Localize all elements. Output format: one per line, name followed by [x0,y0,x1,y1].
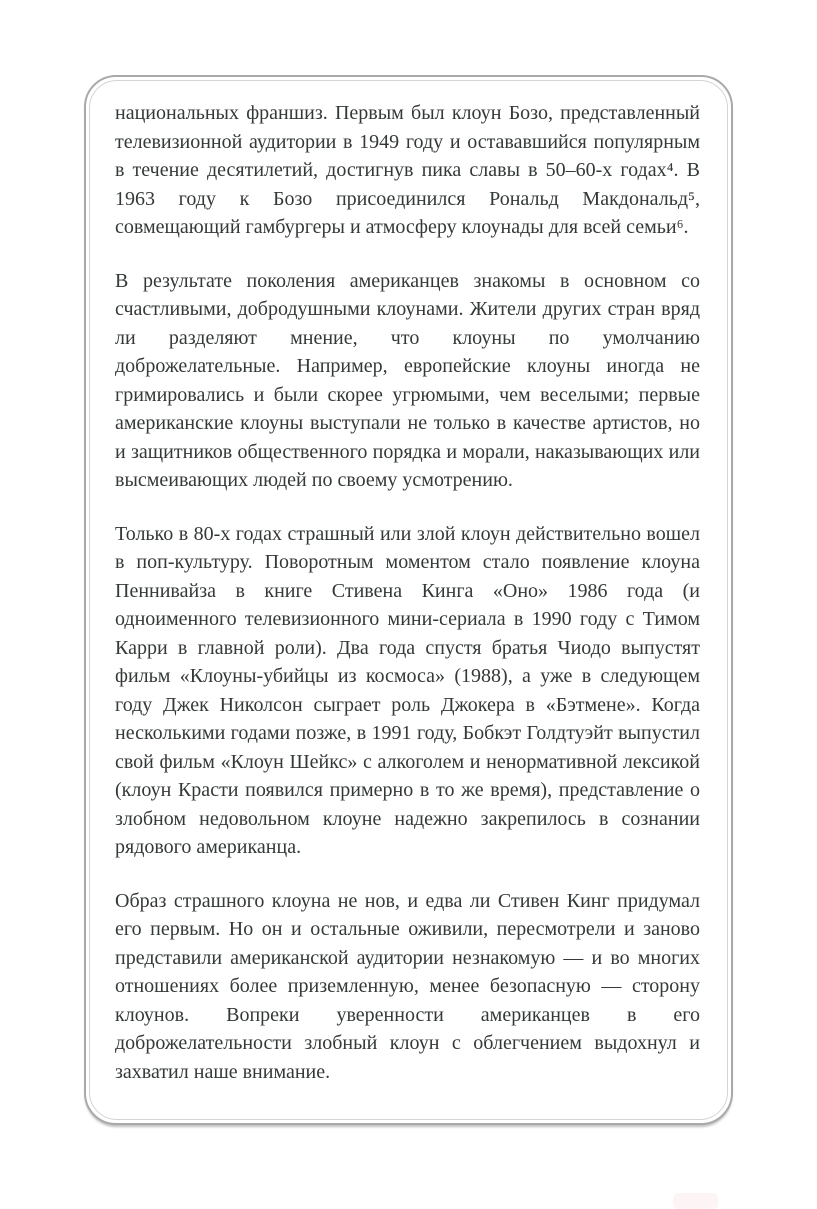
paragraph-4: Образ страшного клоуна не нов, и едва ли Стивен Кинг придумал его первым. Но он и остальные оживили, пересмотрели и заново представили американской аудитории незнакомую — и во многих отношениях более приземленную, менее безопасную — сторону клоунов. Вопреки уверенности американцев в его доброжелательности злобный клоун с облегчением выдохнул и захватил наше внимание. [115,889,700,1083]
book-page [89,80,728,1120]
book-page-frame [84,75,733,1125]
paragraph-3: Только в 80-х годах страшный или злой клоун действительно вошел в поп-культуру. Поворотным моментом стало появление клоуна Пеннивайза в книге Стивена Кинга «Оно» 1986 года (и одноименного телевизионного мини-сериала в 1990 году с Тимом Карри в главной роли). Два года спустя братья Чиодо выпустят фильм «Клоуны-убийцы из космоса» (1988), а уже в следующем году Джек Николсон сыграет роль Джокера в «Бэтмене». Когда несколькими годами позже, в 1991 году, Бобкэт Голдтуэйт выпустил свой фильм «Клоун Шейкс» с алкоголем и ненормативной лексикой (клоун Красти появился примерно в то же время), представление о злобном недовольном клоуне надежно закрепилось в сознании рядового американца. [115,522,700,858]
paragraph-2: В результате поколения американцев знакомы в основном со счастливыми, добродушными клоунами. Жители других стран вряд ли разделяют мнение, что клоуны по умолчанию доброжелательные. Например, европейские клоуны иногда не гримировались и были скорее угрюмыми, чем веселыми; первые американские клоуны выступали не только в качестве артистов, но и защитников общественного порядка и морали, наказывающих или высмеивающих людей по своему усмотрению. [115,269,700,491]
paragraph-1: национальных франшиз. Первым был клоун Бозо, представленный телевизионной аудитории в 1949 году и остававшийся популярным в течение десятилетий, достигнув пика славы в 50–60-х годах⁴. В 1963 году к Бозо присоединился Рональд Макдональд⁵, совмещающий гамбургеры и атмосферу клоунады для всей семьи⁶. [115,102,700,238]
bottom-peek-button[interactable] [673,1193,718,1209]
